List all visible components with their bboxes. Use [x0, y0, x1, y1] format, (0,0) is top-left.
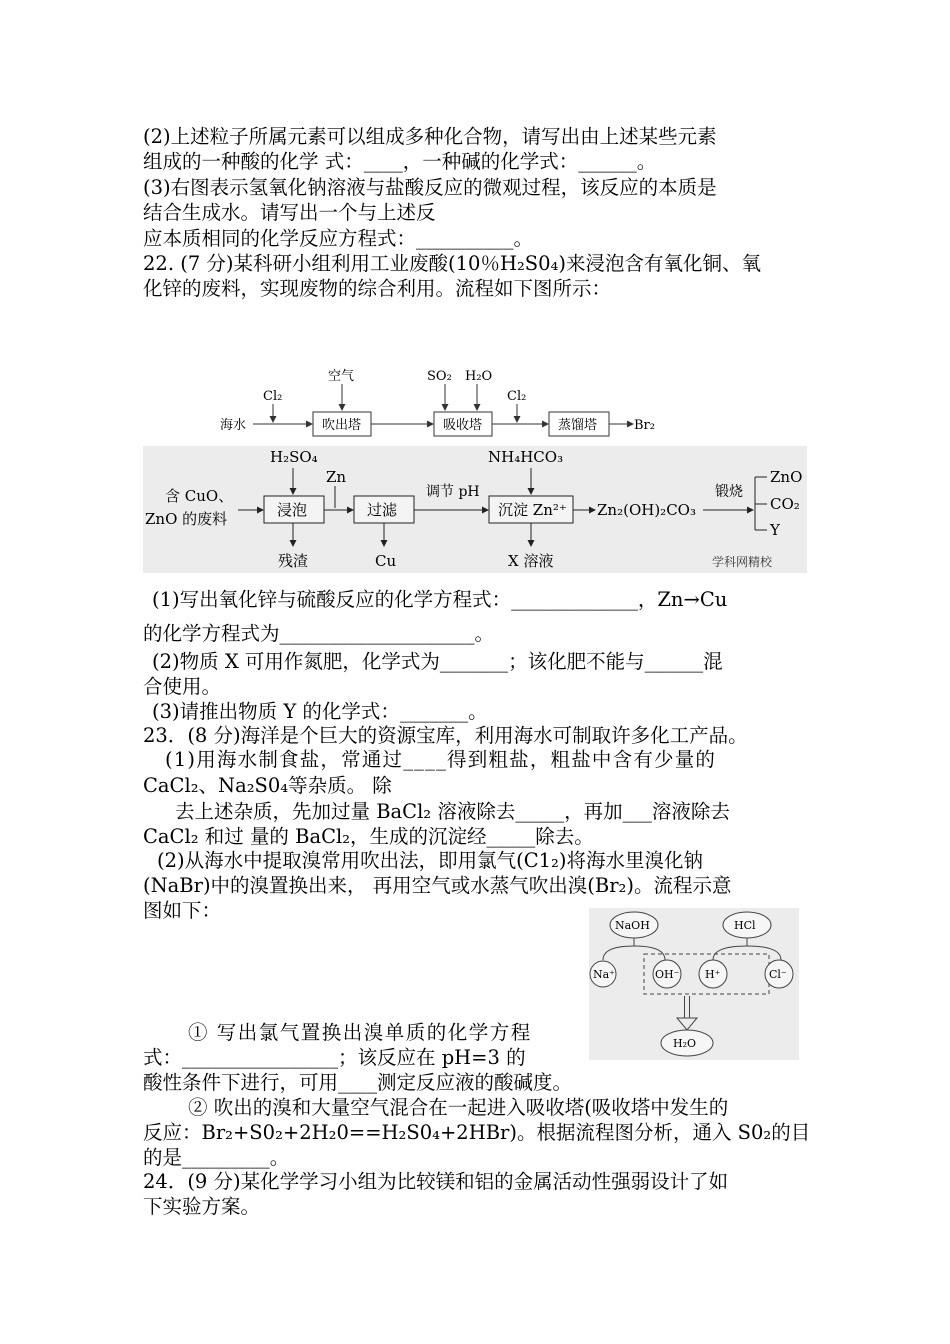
question-23-part-2b: (NaBr)中的溴置换出来， 再用空气或水蒸气吹出溴(Br₂)。流程示意: [143, 874, 732, 897]
product-y: Y: [770, 521, 780, 539]
question-23-part-1b: CaCl₂、Na₂S0₄等杂质。 除: [143, 774, 392, 797]
reactant-naoh: NaOH: [615, 919, 650, 932]
box-xishouta: 吸收塔: [443, 418, 483, 433]
reagent-nh4hco3: NH₄HCO₃: [488, 448, 564, 466]
zinc-flow-diagram: [143, 446, 807, 573]
question-24-title: 24．(9 分)某化学学习小组为比较镁和铝的金属活动性强弱设计了如: [143, 1170, 729, 1193]
output-residue: 残渣: [278, 552, 309, 570]
reagent-h2so4: H₂SO₄: [270, 448, 318, 466]
product-br2: Br₂: [634, 418, 655, 433]
question-23-sub-2c: 的是_________。: [143, 1146, 290, 1169]
reactant-hcl: HCl: [734, 919, 756, 932]
ion-oh: OH⁻: [655, 968, 680, 981]
feed-line-2: ZnO 的废料: [145, 510, 228, 528]
box-filter: 过滤: [367, 501, 398, 519]
box-chuichuta: 吹出塔: [322, 418, 362, 433]
box-precipitate: 沉淀 Zn²⁺: [498, 501, 567, 519]
reagent-zn: Zn: [326, 468, 347, 486]
condition-ph: 调节 pH: [426, 484, 480, 500]
product-zno: ZnO: [770, 468, 803, 486]
product-co2: CO₂: [770, 495, 800, 513]
watermark: 学科网精校: [712, 555, 773, 569]
ion-reaction-diagram: [589, 908, 799, 1060]
input-air: 空气: [328, 369, 355, 384]
question-23-sub-1b: 式：________________；该反应在 pH=3 的: [143, 1046, 526, 1069]
question-23-part-1c: 去上述杂质，先加过量 BaCl₂ 溶液除去_____，再加___溶液除去: [175, 800, 730, 823]
feed-line-1: 含 CuO、: [165, 487, 234, 505]
text-line-5: 应本质相同的化学反应方程式：__________。: [143, 227, 534, 250]
box-soak: 浸泡: [277, 501, 308, 519]
question-22-part-1b: 的化学方程式为____________________。: [143, 622, 495, 645]
input-cl2-1: Cl₂: [263, 389, 283, 404]
step-calcine: 锻烧: [715, 484, 743, 500]
question-22-part-2: (2)物质 X 可用作氮肥，化学式为_______；该化肥不能与______混: [152, 650, 723, 673]
question-23-sub-1c: 酸性条件下进行，可用____测定反应液的酸碱度。: [143, 1071, 573, 1094]
question-23-part-2c: 图如下：: [143, 899, 222, 922]
box-zhengliuta: 蒸馏塔: [558, 418, 598, 433]
text-line-4: 结合生成水。请写出一个与上述反: [143, 201, 436, 224]
question-22-part-2b: 合使用。: [143, 675, 222, 698]
text-line-2: 组成的一种酸的化学 式：____，一种碱的化学式：______。: [143, 150, 657, 173]
question-23-sub-1: ① 写出氯气置换出溴单质的化学方程: [188, 1021, 532, 1044]
question-23-part-1: (1)用海水制食盐，常通过____得到粗盐，粗盐中含有少量的: [165, 748, 717, 771]
product-h2o: H₂O: [673, 1037, 697, 1050]
text-line-3: (3)右图表示氢氧化钠溶液与盐酸反应的微观过程，该反应的本质是: [143, 176, 717, 199]
question-23-part-1d: CaCl₂ 和过 量的 BaCl₂，生成的沉淀经_____除去。: [143, 825, 594, 848]
question-23-part-2: (2)从海水中提取溴常用吹出法，即用氯气(C1₂)将海水里溴化钠: [157, 849, 703, 872]
question-22-part-3: (3)请推出物质 Y 的化学式：_______。: [152, 700, 488, 723]
question-22-line-2: 化锌的废料，实现废物的综合利用。流程如下图所示：: [143, 277, 612, 300]
ion-h: H⁺: [705, 968, 721, 981]
bromine-start-label: 海水: [220, 418, 247, 433]
output-x-solution: X 溶液: [508, 552, 554, 570]
input-cl2-2: Cl₂: [507, 389, 527, 404]
intermediate: Zn₂(OH)₂CO₃: [597, 501, 696, 519]
question-23-sub-2b: 反应：Br₂+S0₂+2H₂0==H₂S0₄+2HBr)。根据流程图分析，通入 S0₂的目: [143, 1121, 811, 1144]
input-h2o: H₂O: [465, 369, 493, 384]
question-23-title: 23．(8 分)海洋是个巨大的资源宝库，利用海水可制取许多化工产品。: [143, 724, 748, 747]
ion-na: Na⁺: [593, 968, 615, 981]
ion-cl: Cl⁻: [769, 968, 787, 981]
text-line-1: (2)上述粒子所属元素可以组成多种化合物，请写出由上述某些元素: [143, 125, 717, 148]
input-so2: SO₂: [427, 369, 452, 384]
question-22-line-1: 22. (7 分)某科研小组利用工业废酸(10％H₂S0₄)来浸泡含有氧化铜、氧: [143, 252, 761, 275]
question-24-line-2: 下实验方案。: [143, 1195, 261, 1218]
question-22-part-1: (1)写出氧化锌与硫酸反应的化学方程式：_____________，Zn→Cu: [152, 588, 728, 611]
bromine-flow-diagram: [215, 362, 665, 442]
output-cu: Cu: [375, 552, 397, 570]
question-23-sub-2: ② 吹出的溴和大量空气混合在一起进入吸收塔(吸收塔中发生的: [188, 1096, 729, 1119]
